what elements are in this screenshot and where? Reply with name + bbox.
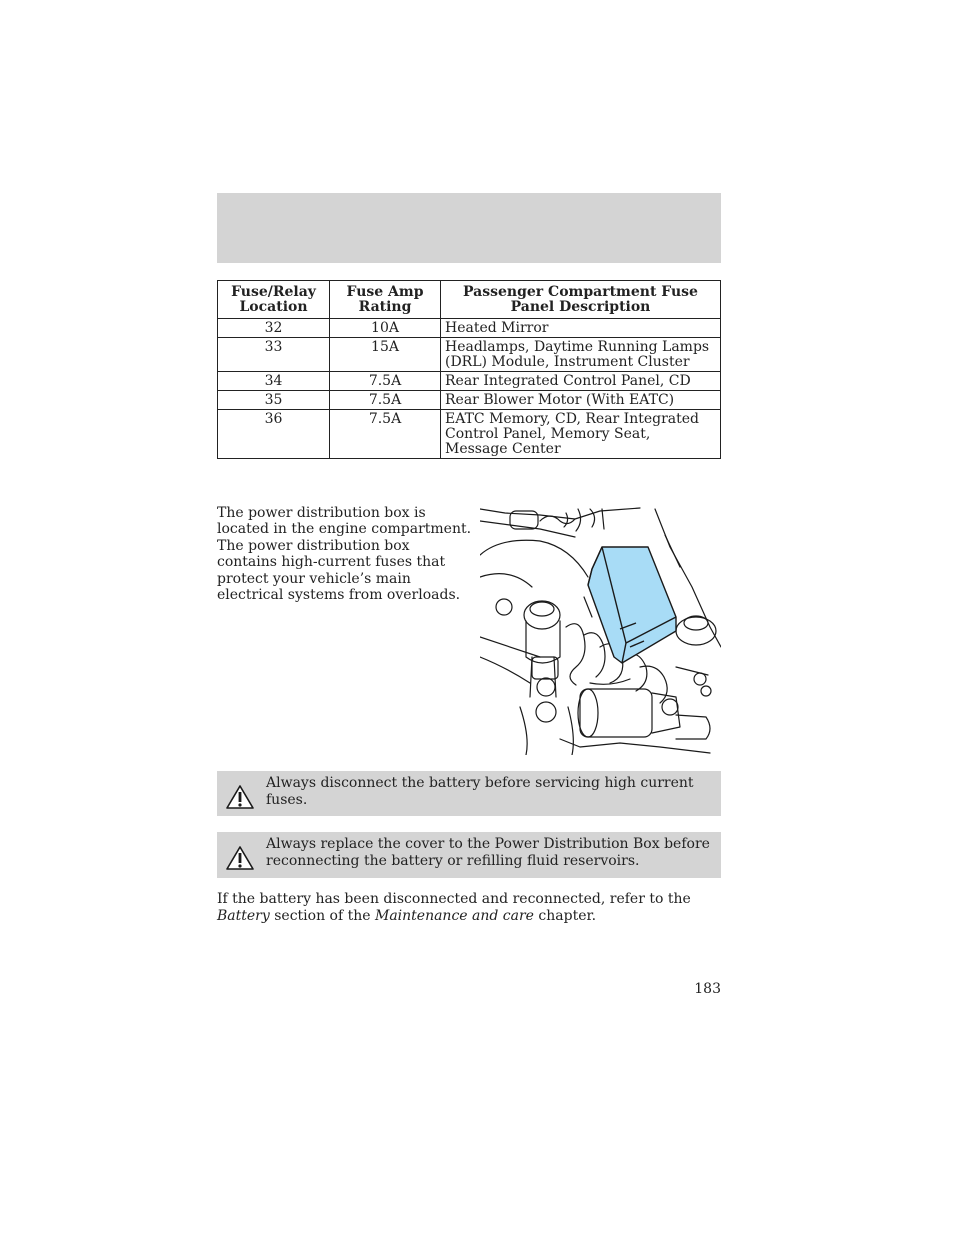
cell-location: 36 [218,410,330,459]
engine-compartment-illustration [480,507,721,755]
cell-description: Rear Blower Motor (With EATC) [441,391,721,410]
table-header-row [218,281,721,319]
header-band [217,193,721,263]
cell-location: 32 [218,319,330,338]
table-row [218,391,721,410]
header-description: Passenger Compartment Fuse Panel Description [441,281,721,319]
warning-text: Always disconnect the battery before servicing high current fuses. [266,775,694,808]
warning-box [217,832,721,878]
footer-text: section of the [269,908,375,924]
table-row [218,338,721,372]
cell-location: 35 [218,391,330,410]
cell-rating: 10A [330,319,441,338]
cell-description: EATC Memory, CD, Rear Integrated Control Panel, Memory Seat, Message Center [441,410,721,459]
footer-text: chapter. [533,908,597,924]
battery-reference: Battery [217,908,270,924]
cell-location: 33 [218,338,330,372]
cell-location: 34 [218,372,330,391]
cell-rating: 7.5A [330,410,441,459]
header-location: Fuse/Relay Location [218,281,330,319]
intro-paragraph: The power distribution box is located in the engine compartment. The power distribution box contains high-current fuses that protect your vehicle’s main electrical systems from overloads. [217,505,472,604]
table-row [218,372,721,391]
cell-rating: 15A [330,338,441,372]
table-row [218,319,721,338]
warning-triangle-icon [225,784,255,810]
maintenance-chapter-reference: Maintenance and care [374,908,534,924]
cell-description: Headlamps, Daytime Running Lamps (DRL) Module, Instrument Cluster [441,338,721,372]
table-row [218,410,721,459]
header-rating: Fuse Amp Rating [330,281,441,319]
footer-paragraph [217,891,721,925]
page-number: 183 [694,981,721,997]
warning-box [217,771,721,816]
warning-text: Always replace the cover to the Power Distribution Box before reconnecting the battery or refilling fluid reservoirs. [266,836,710,869]
cell-description: Rear Integrated Control Panel, CD [441,372,721,391]
footer-text: If the battery has been disconnected and reconnected, refer to the [217,891,691,907]
cell-description: Heated Mirror [441,319,721,338]
warning-triangle-icon [225,845,255,871]
fuse-table [217,280,721,459]
cell-rating: 7.5A [330,372,441,391]
cell-rating: 7.5A [330,391,441,410]
